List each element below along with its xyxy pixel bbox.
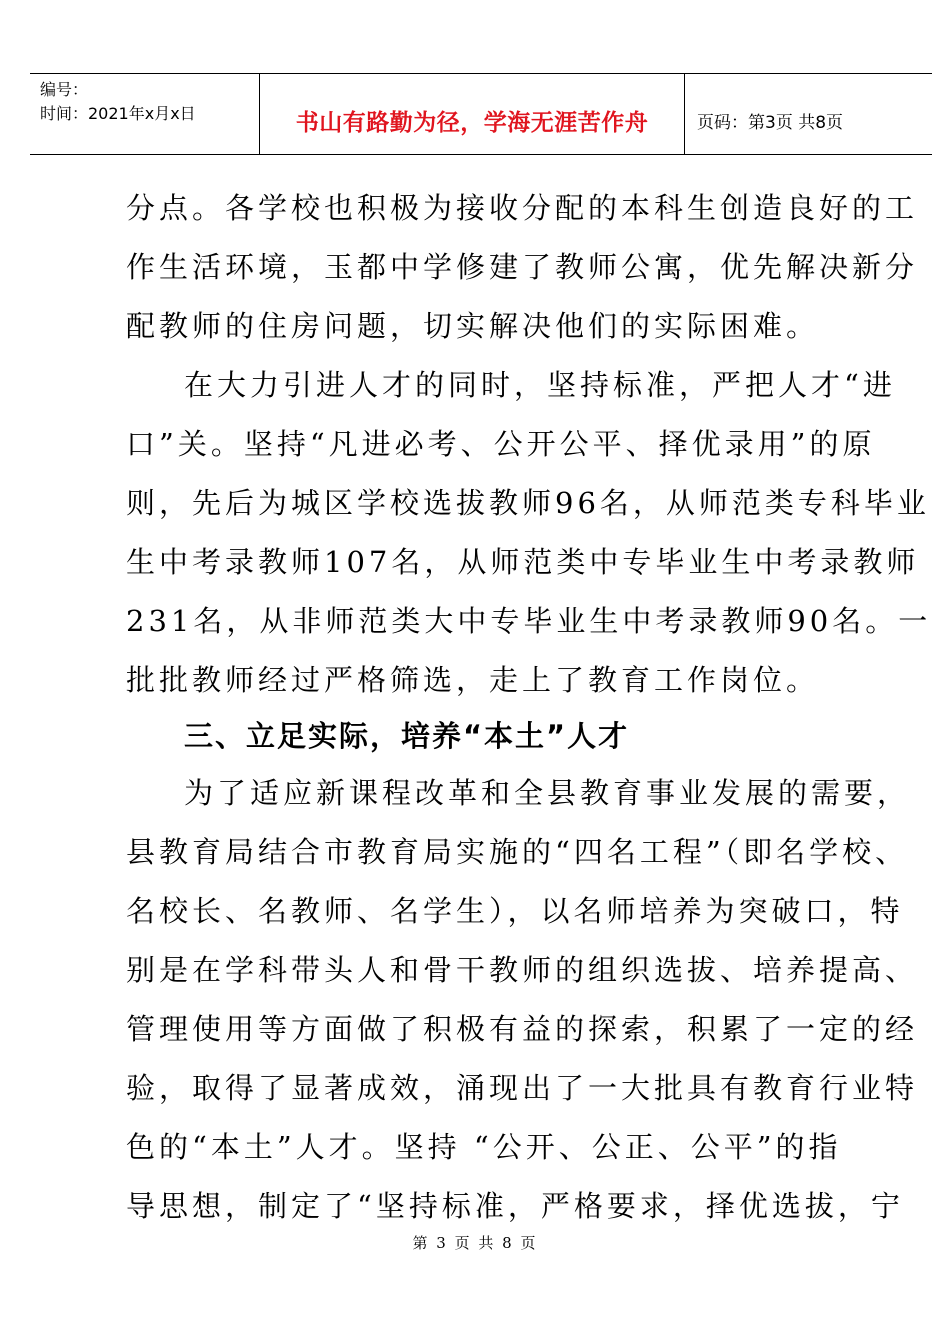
body-line: 231名，从非师范类大中专毕业生中考录教师90名。一 [126, 604, 932, 638]
body-line: 则，先后为城区学校选拔教师96名，从师范类专科毕业 [126, 486, 930, 520]
body-line: 管理使用等方面做了积极有益的探索，积累了一定的经 [126, 1012, 919, 1046]
page-footer: 第 3 页 共 8 页 [412, 1234, 538, 1252]
body-line: 色的“本土”人才。坚持 “公开、公正、公平”的指 [126, 1130, 842, 1164]
body-line: 别是在学科带头人和骨干教师的组织选拔、培养提高、 [126, 953, 919, 987]
header-motto-cell [260, 74, 685, 154]
body-line: 批批教师经过严格筛选，走上了教育工作岗位。 [126, 663, 820, 697]
body-line: 在大力引进人才的同时，坚持标准，严把人才“进 [184, 368, 896, 402]
document-number-label: 编号： [40, 80, 89, 99]
body-line: 导思想，制定了“坚持标准，严格要求，择优选拔，宁 [126, 1189, 904, 1223]
header-page-cell [685, 74, 932, 154]
body-line: 分点。各学校也积极为接收分配的本科生创造良好的工 [126, 191, 919, 225]
header-meta-cell [30, 74, 260, 154]
body-line: 配教师的住房问题，切实解决他们的实际困难。 [126, 309, 820, 343]
body-line: 生中考录教师107名，从师范类中专毕业生中考录教师 [126, 545, 920, 579]
header-page-info: 页码：第3页 共8页 [697, 113, 844, 133]
body-line: 口”关。坚持“凡进必考、公开公平、择优录用”的原 [126, 427, 876, 461]
document-time-label: 时间：2021年x月x日 [40, 104, 196, 123]
body-line: 验，取得了显著成效，涌现出了一大批具有教育行业特 [126, 1071, 919, 1105]
body-line: 县教育局结合市教育局实施的“四名工程”（即名学校、 [126, 835, 909, 869]
body-line: 为了适应新课程改革和全县教育事业发展的需要， [184, 776, 911, 810]
body-line: 名校长、名教师、名学生），以名师培养为突破口，特 [126, 894, 904, 928]
page-header [30, 73, 932, 155]
section-heading: 三、立足实际，培养“本土”人才 [184, 719, 630, 753]
header-motto: 书山有路勤为径，学海无涯苦作舟 [295, 110, 649, 136]
body-line: 作生活环境，玉都中学修建了教师公寓，优先解决新分 [126, 250, 919, 284]
